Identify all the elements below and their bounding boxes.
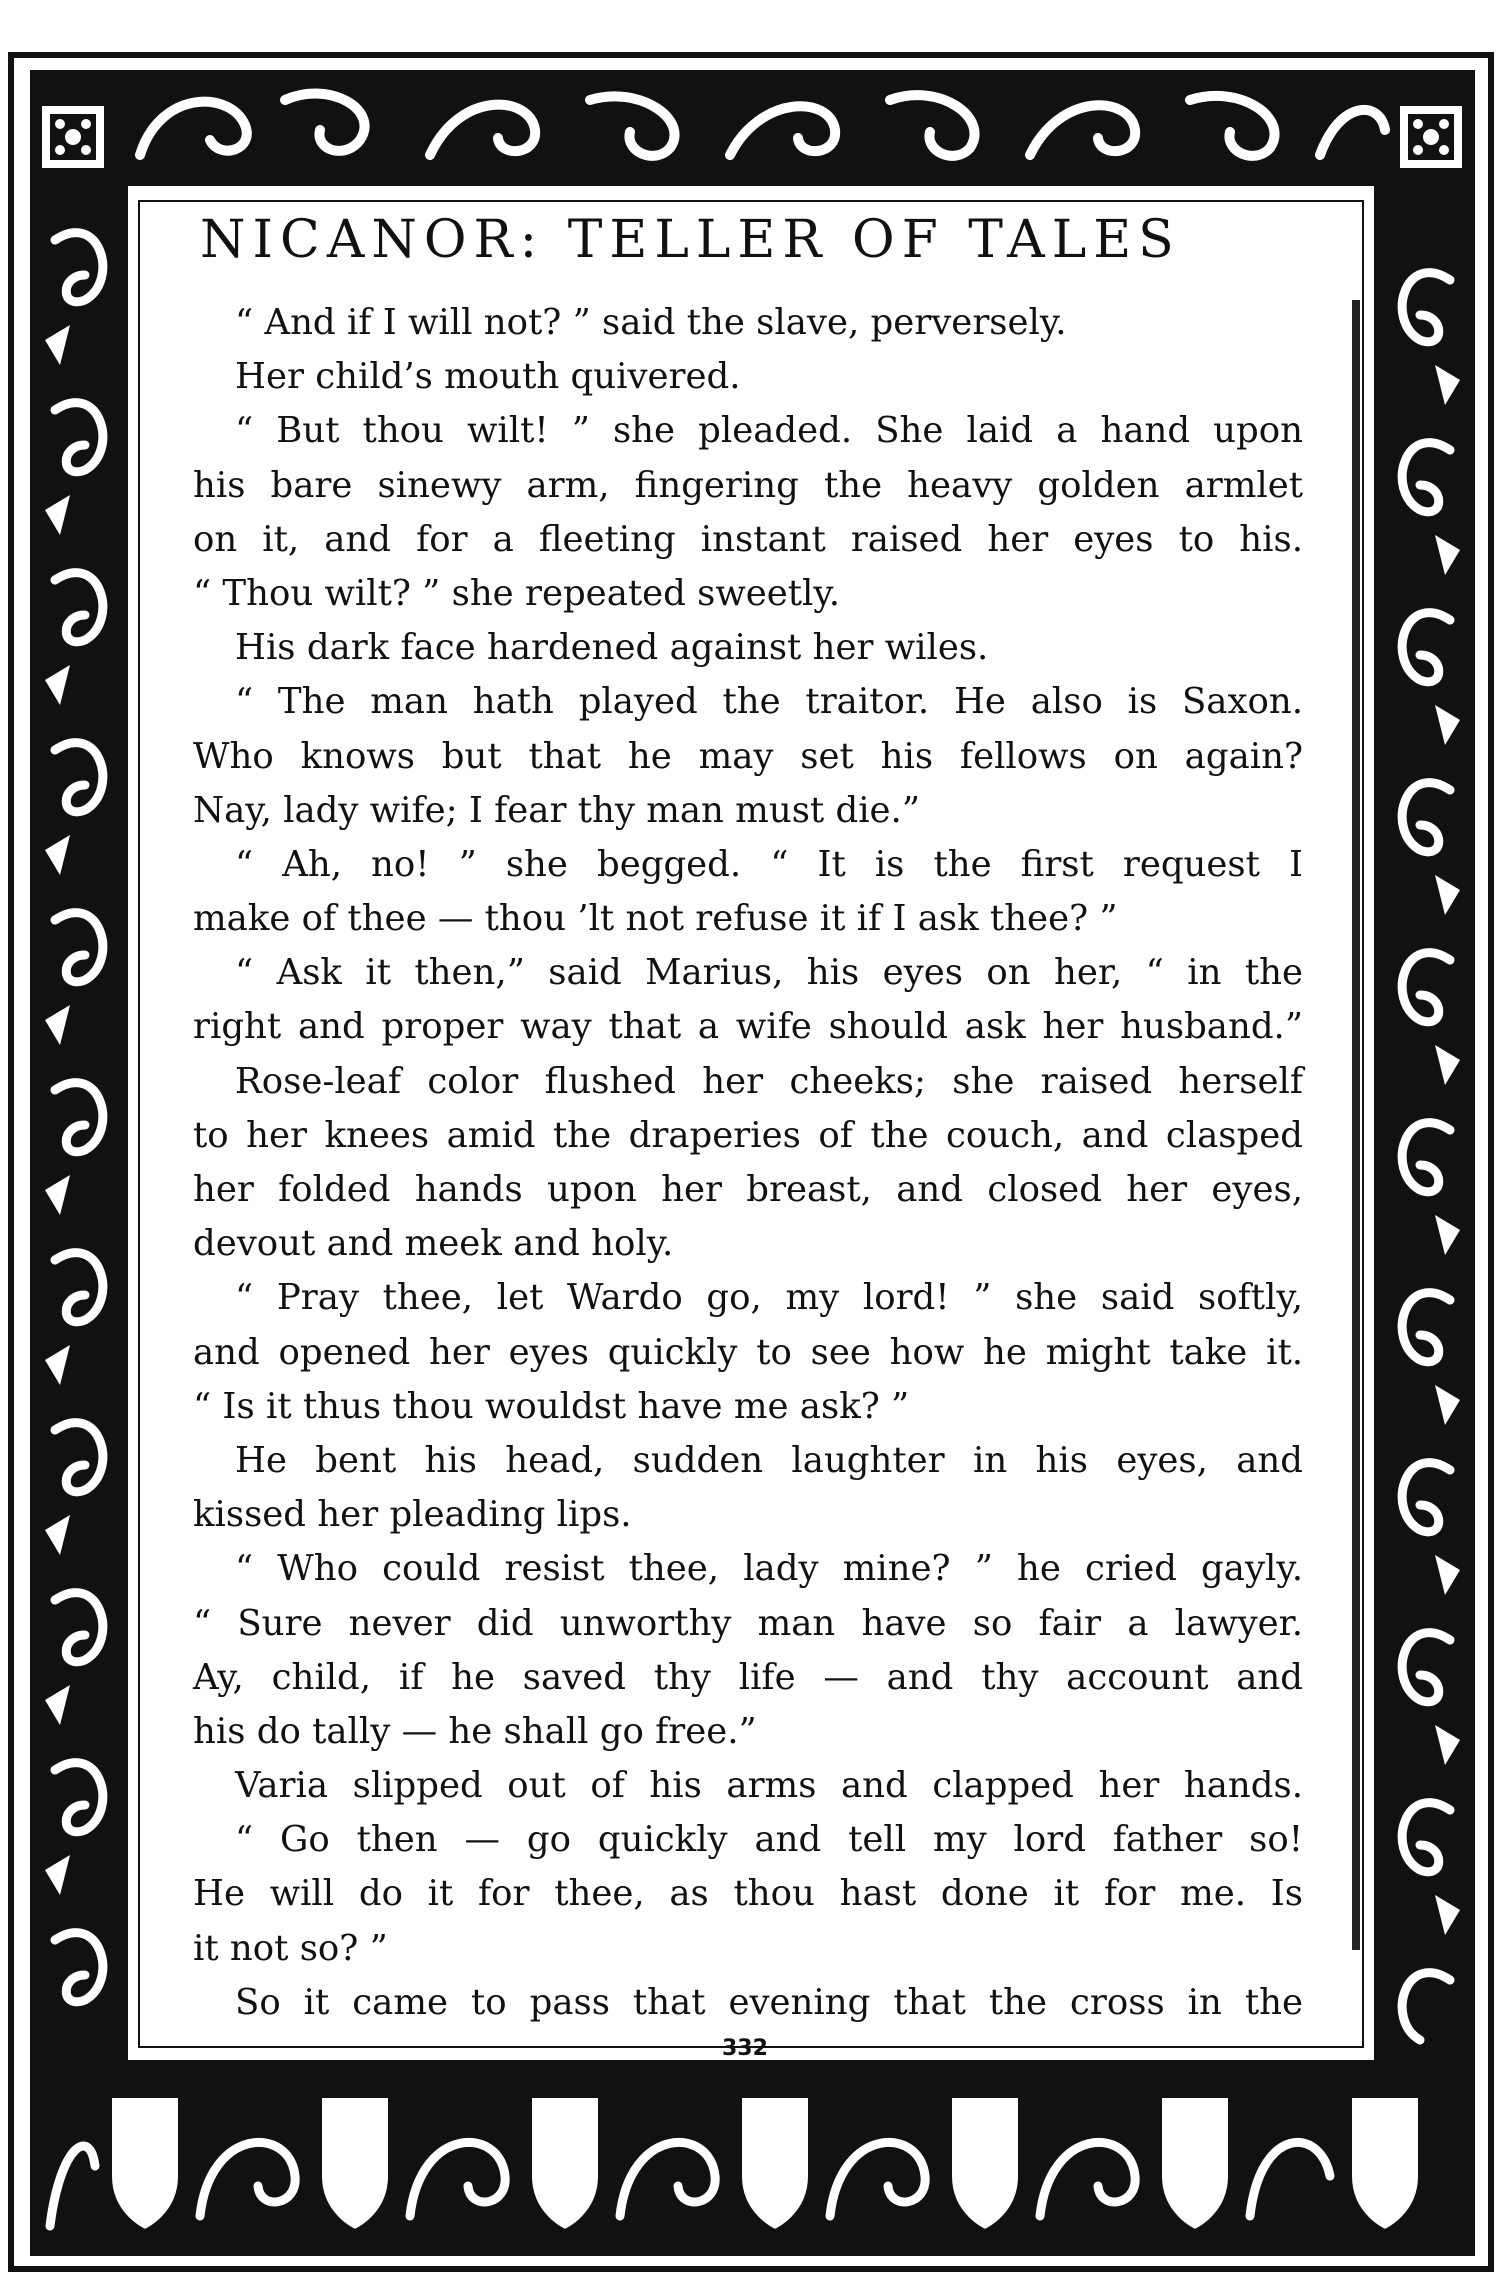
text-line: “ Go then — go quickly and tell my lord father so! (235, 1819, 1303, 1861)
text-line: on it, and for a fleeting instant raised her eyes to his. (193, 518, 1303, 560)
text-line: Ay, child, if he saved thy life — and thy account and (193, 1656, 1303, 1698)
text-line: “ Pray thee, let Wardo go, my lord! ” she said softly, (235, 1277, 1303, 1319)
text-line: Who knows but that he may set his fellows on again? (193, 735, 1303, 777)
left-ornament-band (30, 180, 130, 2070)
text-line: “ Who could resist thee, lady mine? ” he cried gayly. (235, 1548, 1303, 1590)
text-line: “ Sure never did unworthy man have so fair a lawyer. (193, 1602, 1303, 1644)
text-line: “ Ask it then,” said Marius, his eyes on her, “ in the (235, 952, 1303, 994)
text-line: Her child’s mouth quivered. (235, 356, 741, 398)
text-line: He will do it for thee, as thou hast done it for me. Is (193, 1873, 1303, 1915)
text-line: Nay, lady wife; I fear thy man must die.” (193, 789, 920, 831)
text-line: make of thee — thou ’lt not refuse it if I ask thee? ” (193, 898, 1118, 940)
text-line: “ Is it thus thou wouldst have me ask? ” (193, 1385, 910, 1427)
text-line: her folded hands upon her breast, and closed her eyes, (193, 1169, 1303, 1210)
body-text (193, 296, 1303, 2030)
text-line: right and proper way that a wife should ask her husband.” (193, 1006, 1303, 1048)
text-line: “ Ah, no! ” she begged. “ It is the first request I (235, 843, 1303, 885)
text-line: Varia slipped out of his arms and clapped her hands. (235, 1765, 1303, 1807)
bottom-ornament-band (30, 2066, 1475, 2256)
running-head: NICANOR: TELLER OF TALES (200, 210, 1181, 270)
scroll-ornament-icon (1375, 180, 1475, 2070)
right-margin-rule (1352, 300, 1360, 1950)
page-number: 332 (722, 2036, 768, 2061)
text-line: So it came to pass that evening that the cross in the (235, 1981, 1303, 2023)
scroll-ornament-icon (30, 70, 1475, 182)
right-ornament-band (1375, 180, 1475, 2070)
text-line: “ Thou wilt? ” she repeated sweetly. (193, 572, 841, 614)
text-line: “ The man hath played the traitor. He also is Saxon. (235, 681, 1303, 723)
top-ornament-band (30, 70, 1475, 182)
text-line: His dark face hardened against her wiles. (235, 627, 989, 669)
text-line: to her knees amid the draperies of the couch, and clasped (193, 1114, 1303, 1156)
text-line: it not so? ” (193, 1927, 388, 1969)
shield-ornament-icon (30, 2066, 1475, 2256)
text-line: He bent his head, sudden laughter in his eyes, and (235, 1439, 1303, 1481)
text-line: his bare sinewy arm, fingering the heavy golden armlet (193, 464, 1303, 506)
text-line: “ And if I will not? ” said the slave, perversely. (235, 302, 1067, 343)
text-line: his do tally — he shall go free.” (193, 1710, 757, 1752)
text-line: devout and meek and holy. (193, 1223, 674, 1265)
text-line: and opened her eyes quickly to see how he might take it. (193, 1331, 1303, 1373)
text-line: Rose-leaf color flushed her cheeks; she raised herself (235, 1060, 1303, 1102)
text-line: “ But thou wilt! ” she pleaded. She laid a hand upon (235, 410, 1303, 452)
scroll-ornament-icon (30, 180, 130, 2070)
text-line: kissed her pleading lips. (193, 1494, 632, 1536)
